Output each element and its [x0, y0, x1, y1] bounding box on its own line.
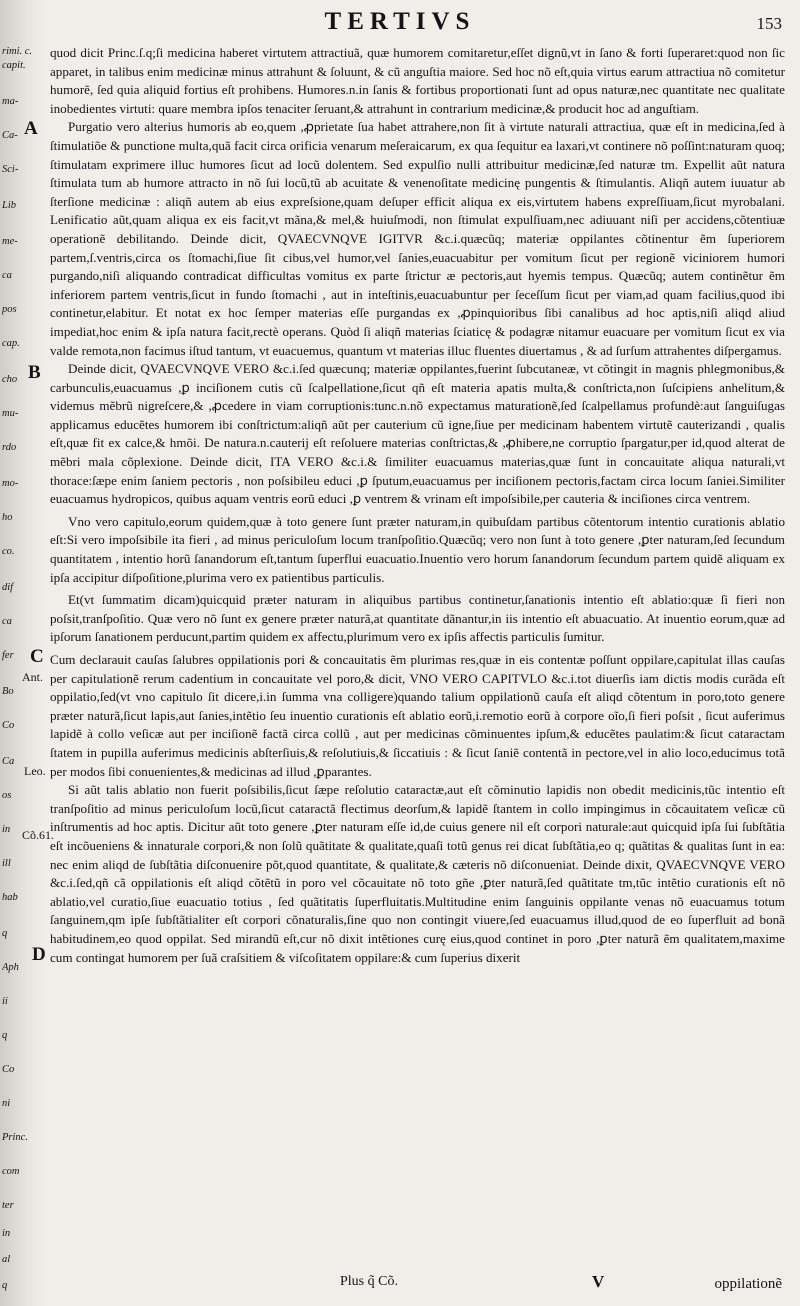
paragraph: Si aũt talis ablatio non fuerit poſsibilis,ſicut ſæpe reſolutio cataractæ,aut eſt cõminutio lapidis non obedit medicinis,tũc intentio eſt tranſpoſitio ad minus periculoſum locũ,ſicut cataractã flectimus deorſum,& lapidẽ ſtantem in collo impingimus in cõcauitatem veſicæ cũ inſtrumentis ad hoc aptis. Dicitur aũt toto genere ,ꝑter naturam eſſe id,de cuius genere nil eſt corpori naturale:aut quicquid ipſa ſui ſubſtãtia eſt incõueniens & innaturale corpori,& non ſolũ quãtitate & qualitate,quaſi totũ genus rei dicat ſubſtãtia,eo q; quãtitas & qualitas ſunt in ea: nec enim aliqd de ſubſtãtia diſconuenire põt,quod quantitate, & qualitate,& cæteris nõ diſconueniat. Deinde dixit, QVAECVNQVE VERO &c.i.ſed,qñ cã oppilationis eſt aliqd cõtẽtũ in poro vel cõcauitate nõ toto gñe ,ꝑter naturã,ſed quãtitate tm,tũc intẽtio curationis eſt nõ ablatio,vel curatio,ſiue euacuatio totius , ſed quãtitatis ſuperfluitatis.Multitudine enim ſanguinis oppilante venas nõ euacuamus totum ſanguinem,qm ipſe ſubſtãtialiter eſt corpori cõnaturalis,ſine quo non contingit viuere,ſed euacuamus illud,quod de eo ſuperfluit ad bonã habitudinem,eo quod oppilat. Sed mirandũ eſt,cur nõ dixit intẽtiones curę eius,quod continet in poro ,ꝑter naturã ẽm qualitatem,maxime cum contingat humorem per ſuã craſsitiem & viſcoſitatem oppilare:& cum ſuperius dixerit [50, 782, 785, 965]
paragraph: Purgatio vero alterius humoris ab eo,quem ,ꝓprietate ſua habet attrahere,non ſit à virtute naturali attractiua, quæ eſt in medicina,ſed à ſtimulatiõe & punctione multa,quã facit circa orificia venarum meſeraicarum, ex qua ſequitur ea laxari,vt continere nõ poſſint:naturam quoq; ſtimulatam exprimere illuc humores ſicut ad locũ dolentem. Sed expulſio nulli attribuitur medicinæ,ſed naturæ tm. Expellit aũt natura ſtimulata tum ab humore attracto in nõ ſui locũ,tũ ab acuitate & venenoſitate medicinę pungentis & ſtimulantis. Aliqñ autem iuuatur ab ſterſione medicinæ : aliqñ autem ab eius expreſsione,quam deſuper efficit aliqua ex eis,virtutem habens expreſſiuam,ſicut myrobalani. Lenificatio aũt,quam aliqua ex eis facit,vt mãna,& mel,& huiuſmodi, non ſtimulat expulſiuam,nec adiuuant niſi per accidens,cõtentiuæ operationẽ debilitando. Deinde dicit, QVAECVNQVE IGITVR &c.i.quæcũq; materiæ oppilantes cõtinentur ẽm ſuperiorem partem,ſ.ventris,circa os ſtomachi,ſiue ſit cibus,vel humor,vel ſanies,euacuabitur per vomitum ſicut per regionẽ viciniorem humori purgando,niſi aliquando contradicat difficultas vomitus ex parte ſtrictur æ pectoris,aut hyemis tempus. Quæcũq; autem continẽtur ẽm inferiorem partem ventris,ſicut in fundo ſtomachi , aut in inteſtinis,euacuabuntur per ſeceſſum ſicut per viam,ad quam facilius,quod ibi continetur,elabitur. Et notat ex hoc ſemper materias eſſe purgandas ex ,ꝓpinquioribus ſibi canalibus ad hoc aptis,niſi aliqd aliud impediat,hoc enim & ipſa natura facit,rectè operans. Quòd ſi aliqñ materias ſciaticę & podagræ nitamur euacuare per vomitum ſicut ex via valde remota,non facimus iſtud tantum, vt euacuemus, quantum vt materias illuc fluentes diuertamus , & ad ſurſum attrahentes diſpergamus. [50, 119, 785, 358]
gutter-note: ii [2, 996, 8, 1007]
gutter-note: Ca- [2, 130, 18, 141]
gutter-note: Bo [2, 686, 14, 697]
gutter-note: ill [2, 858, 11, 869]
gutter-note: q [2, 1030, 8, 1041]
gutter-note: Ca [2, 756, 15, 767]
gutter-note: cho [2, 374, 18, 385]
paragraph-translation-leo: Et(vt ſummatim dicam)quicquid præter naturam in aliquibus partibus continetur,ſanationis intentio eſt ablatio:quæ ſi fieri non poſsit,tranſpoſitio. Quæ vero nõ ſunt ex genere præter naturã,at quantitate dãnantur,in iis intentio eſt abuacuatio. At inuentio eorum,quæ ad ipſorum ſanationem perducunt,partim quidem ex affectu,plurimum vero ex ipſis affectis particulis ſumitur. [50, 592, 785, 645]
gutter-note: Princ. [2, 1132, 28, 1143]
signature-mark: Plus q̃ Cõ. [340, 1274, 398, 1289]
catchword: oppilationẽ [714, 1276, 782, 1292]
gutter-note: in [2, 824, 11, 835]
body-text [50, 44, 785, 967]
paragraph: Deinde dicit, QVAECVNQVE VERO &c.i.ſed quæcunq; materiæ oppilantes,fuerint ſubcutaneæ, vt cõtingit in magnis phlegmonibus,& carbunculis,euacuamus ,ꝑ inciſionem cutis cũ ſcalpellatione,ſicut qñ eſt materia apatis multa,& conſtricta,non ſuſcipiens anhelitum,& videmus mẽbrũ nigreſcere,& ,ꝓcedere in viam corruptionis:tunc.n.nõ expectamus maturationẽ,ſed ſcalpellamus profundè:aut ſanguiſugas applicamus educẽtes humorem ibi conſtrictum:aliqñ aũt per cauterium cũ igne,ſiue per medicinam habentem virtutẽ cauterizandi , qualis eſt,quæ fit ex calce,& hmõi. De natura.n.cauterij eſt reſoluere materias conſtrictas,& ,ꝓhibere,ne corruptio ſpargatur,per id,quod alterat de mẽbri mala cõplexione. Deinde dicit, ITA VERO &c.i.& ſimiliter euacuamus materias,quæ ſunt in concauitate aliqua naturali,vt thorace:ſæpe enim ſaniem pectoris , non poſsibileu educi ,ꝑ ſputum,euacuamus per inciſionem pectoris,factam circa locum ſaniei.Similiter euacuamus hydropicos, quibus aquam ventris eorũ educi ,ꝑ ventrem & vrinam eſt impoſsibile,per cauteria & inciſiones circa ventrem. [50, 361, 785, 507]
gutter-note: ho [2, 512, 13, 523]
page-header [0, 6, 800, 46]
gutter-note: os [2, 790, 12, 801]
gutter-note: rdo [2, 442, 17, 453]
gutter-note: fer [2, 650, 14, 661]
margin-letter-b: B [28, 362, 41, 383]
paragraph: quod dicit Princ.ſ.q;ſi medicina haberet virtutem attractiuã, quæ humorem comitaretur,eſſet dignũ,vt in ſano & forti ſuperaret:quod non ſic apparet, in talibus enim medicinæ minus attrahunt & ſoluunt, & cũ anguſtia maiore. Sed hoc nõ eſt,quia virtus earum attractiua nõ comitetur humorẽ, ſed quia aliquid fortius eſt prohibens. Humores.n.in ſanis & fortibus proportionati ſunt ad opus naturæ,nec quantitate nec qualitate inobedientes virtuti: quare membra ipſos tenaciter ſeruant,& attrahunt in contrarium medicinæ,& producit hoc ad anguſtiam. [50, 45, 785, 116]
gutter-note: ter [2, 1200, 14, 1211]
gathering-letter: V [592, 1272, 605, 1291]
gutter-note: Sci- [2, 164, 19, 175]
gutter-note: rimi. c. [2, 46, 33, 57]
gutter-note: me- [2, 236, 18, 247]
margin-label-ant: Ant. [22, 670, 43, 684]
gutter-note: dif [2, 582, 14, 593]
gutter-note: ma- [2, 96, 19, 107]
margin-letter-d: D [32, 944, 46, 965]
gutter-note: Lib [2, 200, 17, 211]
margin-letter-a: A [24, 118, 38, 139]
running-title: TERTIVS [324, 8, 476, 35]
margin-label-leo: Leo. [24, 764, 46, 778]
gutter-note: capit. [2, 60, 26, 71]
page-footer [0, 1274, 800, 1302]
paragraph-commentary: Cum declarauit cauſas ſalubres oppilationis pori & concauitatis ẽm plurimas res,quæ in eis contentæ poſſunt oppilare,capitulat illas cauſas per capitulationẽ rerum cadentium in concauitate vel poro,& dicit, VNO VERO CAPITVLO &c.i.tot diuerſis iam dictis modis curãda eſt oppilatio,ſed(vt vno capitulo ſit dicere,i.in ſumma vna colligere)quando talium oppilationũ cauſa eſt aliqd cõtentum in poro,toto genere præter naturã,ſicut lapis,aut ſanies,intẽtio ſeu inuentio curationis eſt ablatio eorũ,i.remotio eorũ à corpore oĩo,ſi fieri poſsit , ſicut auferimus lapidẽ à collo veſicæ aut per inciſionẽ factã circa collũ , aut per medicinas cõminuentes ipſum,& educẽtes paulatim:& ſicut cataractam ſtatem in pupilla auferimus medicinis abſterſiuis,& reſolutiuis,& ſiccatiuis : & ſicut ſaniẽ contentã in pectore,vel in alio loco,educimus totã per modos ſibi conuenientes,& medicinas ad illud ,ꝑparantes. [50, 652, 785, 779]
gutter-note: Co [2, 720, 15, 731]
gutter-note: co. [2, 546, 15, 557]
gutter-note: com [2, 1166, 20, 1177]
gutter-note: mu- [2, 408, 19, 419]
gutter-note: cap. [2, 338, 20, 349]
gutter-note: q [2, 928, 8, 939]
page-number: 153 [756, 14, 782, 33]
gutter-note: hab [2, 892, 18, 903]
gutter-note: q [2, 1280, 8, 1291]
gutter-note: ca [2, 270, 12, 281]
gutter-note: in [2, 1228, 11, 1239]
gutter-note: pos [2, 304, 17, 315]
paragraph-translation-ant: Vno vero capitulo,eorum quidem,quæ à toto genere ſunt præter naturam,in quibuſdam partibus cõtentorum intentio curationis ablatio eſt:Si vero impoſsibile ita fieri , ad minus periculoſum locum tranſpoſitio.Quæcũq; vero non ſunt à toto genere ,ꝑter naturam,ſed ſecundum quantitatem , intentio horũ ſanandorum eſt,tantum ſuperflui euacuatio.Inuentio vero horum ſanandorum ſecundum partem quidẽ aliquam ex ipſa accipitur diſpoſitione,plurima vero ex patientibus particulis. [50, 513, 785, 585]
gutter-note: Co [2, 1064, 15, 1075]
gutter-note: al [2, 1254, 11, 1265]
gutter-note: mo- [2, 478, 19, 489]
gutter-note: ni [2, 1098, 11, 1109]
gutter-note: ca [2, 616, 12, 627]
margin-label-cap: Cõ.61. [22, 828, 55, 842]
gutter-note: Aph [2, 962, 19, 973]
margin-letter-c: C [30, 646, 44, 667]
